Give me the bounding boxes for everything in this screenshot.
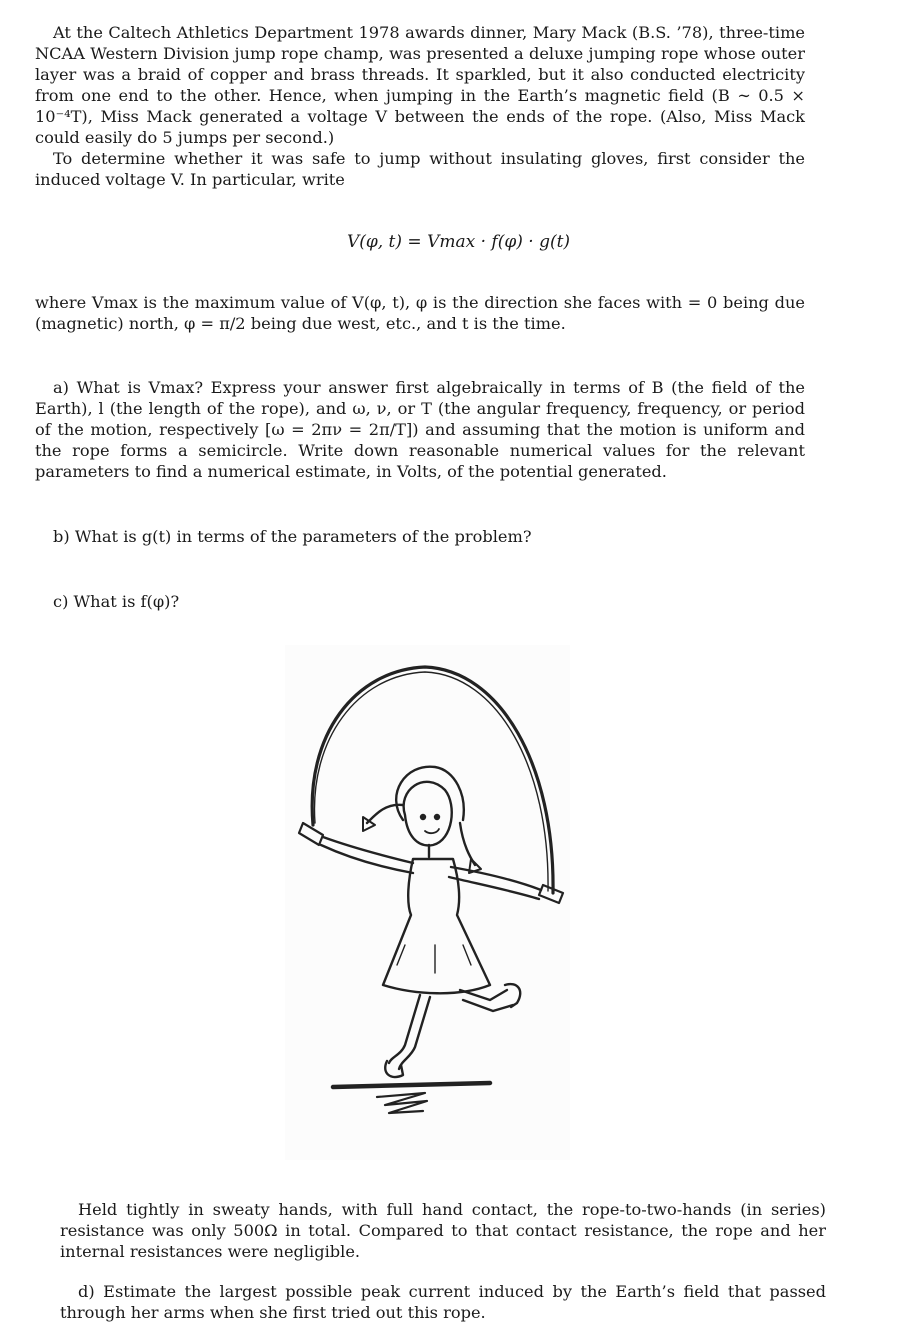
jump-rope-girl-illustration [285, 645, 570, 1160]
question-c: c) What is f(φ)? [53, 592, 180, 611]
left-leg [389, 995, 420, 1063]
question-b: b) What is g(t) in terms of the parameters of the problem? [53, 527, 532, 546]
right-leg [460, 990, 507, 1000]
where-paragraph: where Vmax is the maximum value of V(φ, t), φ is the direction she faces with = 0 being due (magnetic) north, φ = π/2 being due west, etc., and t is the time. [35, 293, 805, 333]
question-a: a) What is Vmax? Express your answer first algebraically in terms of B (the field of the Earth), l (the length of the rope), and ω, ν, or T (the angular frequency, frequency, or period of the motion, respectively [ω = 2πν = 2π/T]) and assuming that the motion is uniform and the rope forms a semicircle. Write down reasonable numerical values for the relevant parameters to find a numerical estimate, in Volts, of the potential generated. [35, 378, 805, 481]
left-arm [323, 837, 413, 863]
right-arm [451, 867, 541, 890]
ground-line [333, 1083, 490, 1087]
question-d: d) Estimate the largest possible peak current induced by the Earth’s field that passed through her arms when she first tried out this rope. [60, 1282, 826, 1322]
dress [383, 859, 490, 993]
head [404, 782, 452, 846]
intro-paragraph: At the Caltech Athletics Department 1978 awards dinner, Mary Mack (B.S. ’78), three-time NCAA Western Division jump rope champ, was presented a deluxe jumping rope whose outer layer was a braid of copper and brass threads. It sparkled, but it also conducted electricity from one end to the other. Hence, when jumping in the Earth’s magnetic field (B ∼ 0.5 × 10⁻⁴T), Miss Mack generated a voltage V between the ends of the rope. (Also, Miss Mack could easily do 5 jumps per second.) [35, 23, 805, 147]
voltage-equation: V(φ, t) = Vmax · f(φ) · g(t) [346, 232, 571, 252]
resistance-paragraph: Held tightly in sweaty hands, with full hand contact, the rope-to-two-hands (in series) resistance was only 500Ω in total. Compared to that contact resistance, the rope and her internal resistances were negligible. [60, 1200, 826, 1261]
motion-scribble [377, 1093, 427, 1113]
setup-paragraph: To determine whether it was safe to jump without insulating gloves, first consider the induced voltage V. In particular, write [35, 149, 805, 189]
